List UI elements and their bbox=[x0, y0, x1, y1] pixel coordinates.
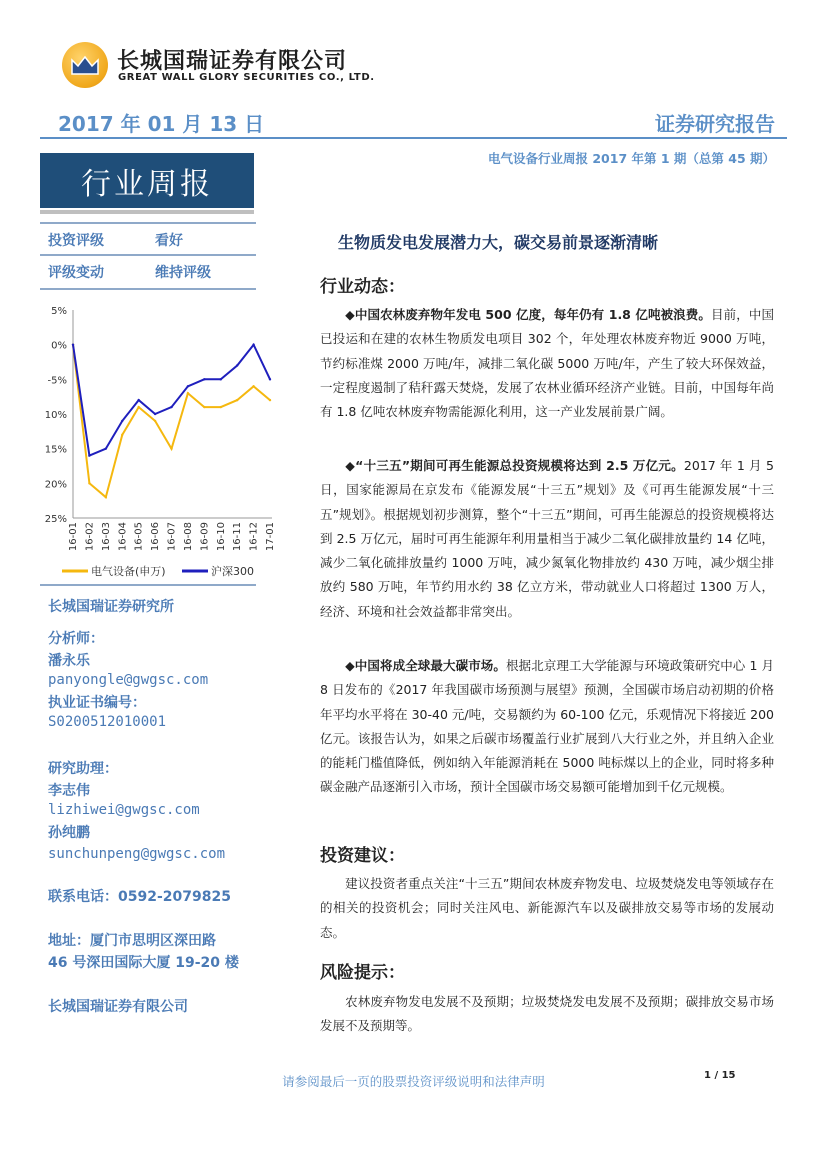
chart-data-point bbox=[220, 378, 222, 380]
chart-x-tick-label: 16-12 bbox=[248, 522, 260, 552]
page-number: 1 / 15 bbox=[704, 1070, 736, 1081]
recommendation-paragraph bbox=[320, 872, 774, 945]
chart-x-tick-label: 16-10 bbox=[215, 522, 227, 552]
chart-x-tick-label: 16-04 bbox=[117, 522, 129, 552]
chart-data-point bbox=[187, 392, 189, 394]
chart-x-tick-label: 16-09 bbox=[199, 522, 211, 552]
risk-text: 农林废弃物发电发展不及预期；垃圾焚烧发电发展不及预期；碳排放交易市场发展不及预期等。 bbox=[320, 994, 774, 1034]
chart-data-point bbox=[203, 378, 205, 380]
report-type: 证券研究报告 bbox=[655, 112, 775, 136]
research-institute: 长城国瑞证券研究所 bbox=[48, 599, 174, 615]
chart-series-line bbox=[73, 345, 270, 456]
company-name-en: GREAT WALL GLORY SECURITIES CO., LTD. bbox=[118, 72, 375, 83]
chart-data-point bbox=[252, 385, 254, 387]
section-heading: 风险提示： bbox=[320, 963, 405, 983]
assistant-name: 孙纯鹏 bbox=[48, 825, 90, 841]
chart-legend-label: 沪深300 bbox=[211, 565, 254, 578]
news-paragraph bbox=[320, 454, 774, 624]
banner-underline bbox=[40, 210, 254, 214]
chart-y-tick-label: 10% bbox=[44, 410, 67, 421]
chart-x-tick-label: 16-02 bbox=[84, 522, 96, 552]
chart-legend-label: 电气设备(申万) bbox=[91, 565, 166, 578]
news-headline: ◆“十三五”期间可再生能源总投资规模将达到 2.5 万亿元。 bbox=[345, 458, 684, 473]
weekly-report-banner bbox=[40, 153, 254, 208]
chart-data-point bbox=[105, 447, 107, 449]
performance-chart bbox=[40, 300, 276, 590]
chart-data-point bbox=[269, 378, 271, 380]
chart-series-line bbox=[73, 345, 270, 498]
chart-data-point bbox=[170, 406, 172, 408]
rating-value: 看好 bbox=[155, 233, 183, 249]
assistant-label: 研究助理： bbox=[48, 761, 118, 777]
weekly-report-label: 行业周报 bbox=[81, 166, 213, 202]
sidebar-divider bbox=[40, 254, 256, 256]
sidebar-divider bbox=[40, 288, 256, 290]
chart-x-tick-label: 16-07 bbox=[166, 522, 178, 552]
chart-data-point bbox=[88, 482, 90, 484]
footer-disclaimer[interactable]: 请参阅最后一页的股票投资评级说明和法律声明 bbox=[282, 1074, 545, 1089]
chart-x-tick-label: 16-08 bbox=[182, 522, 194, 552]
chart-y-tick-label: 20% bbox=[44, 479, 67, 491]
chart-y-tick-label: 0% bbox=[51, 340, 67, 352]
analyst-email[interactable]: panyongle@gwgsc.com bbox=[48, 672, 209, 688]
recommendation-text: 建议投资者重点关注“十三五”期间农林废弃物发电、垃圾焚烧发电等领域存在的相关的投资机会；同时关注风电、新能源汽车以及碳排放交易等市场的发展动态。 bbox=[320, 876, 774, 940]
chart-data-point bbox=[236, 399, 238, 401]
chart-y-tick-label: 15% bbox=[44, 444, 67, 456]
chart-data-point bbox=[72, 343, 74, 345]
section-heading: 行业动态： bbox=[320, 277, 405, 297]
cert-label: 执业证书编号： bbox=[48, 695, 146, 711]
news-body: 目前，中国已投运和在建的农林生物质发电项目 302 个，年处理农林废弃物近 9000 万吨，节约标准煤 2000 万吨/年，减排二氧化碳 5000 万吨/年，产生了较大环保效益，一定程度遏制了秸秆露天焚烧，发展了农林业循环经济产业链。目前，中国每年尚有 1.8 亿吨农林废弃物需能源化利用，这一产业发展前景广阔。 bbox=[320, 307, 774, 420]
chart-data-point bbox=[269, 399, 271, 401]
sidebar-divider bbox=[40, 222, 256, 224]
chart-y-tick-label: 5% bbox=[51, 306, 67, 317]
chart-data-point bbox=[88, 454, 90, 456]
chart-y-tick-label: 25% bbox=[44, 514, 67, 525]
address-line: 地址：厦门市思明区深田路 bbox=[48, 933, 216, 949]
chart-x-tick-label: 16-03 bbox=[100, 522, 112, 552]
risk-paragraph bbox=[320, 990, 774, 1039]
sidebar-divider bbox=[40, 584, 256, 586]
news-body: 根据北京理工大学能源与环境政策研究中心 1 月 8 日发布的《2017 年我国碳市场预测与展望》预测，全国碳市场启动初期的价格年平均水平将在 30-40 元/吨，交易额约为 60-100 亿元，乐观情况下将接近 200 亿元。该报告认为，如果之后碳市场覆盖行业扩展到八大行业之外，并且纳入企业的能耗门槛值降低，例如纳入年能源消耗在 5000 吨标煤以上的企业，同时将多种碳金融产品逐渐引入市场，预计全国碳市场交易额可能增加到千亿元规模。 bbox=[320, 658, 774, 795]
chart-data-point bbox=[220, 406, 222, 408]
section-heading: 投资建议： bbox=[320, 846, 405, 866]
chart-data-point bbox=[121, 420, 123, 422]
news-headline: ◆中国农林废弃物年发电 500 亿度，每年仍有 1.8 亿吨被浪费。 bbox=[345, 307, 712, 322]
contact-phone: 联系电话：0592-2079825 bbox=[48, 889, 231, 905]
chart-x-tick-label: 16-01 bbox=[68, 522, 79, 552]
company-logo bbox=[62, 42, 108, 88]
chart-data-point bbox=[170, 447, 172, 449]
chart-data-point bbox=[187, 385, 189, 387]
news-paragraph bbox=[320, 654, 774, 800]
address-line: 46 号深田国际大厦 19-20 楼 bbox=[48, 955, 239, 971]
assistant-name: 李志伟 bbox=[48, 783, 90, 799]
report-date: 2017 年 01 月 13 日 bbox=[58, 112, 265, 136]
chart-y-tick-label: -5% bbox=[47, 375, 67, 387]
chart-x-tick-label: 16-05 bbox=[133, 522, 145, 552]
cert-number: S0200512010001 bbox=[48, 714, 167, 730]
chart-x-tick-label: 17-01 bbox=[265, 522, 276, 552]
rating-change-value: 维持评级 bbox=[155, 265, 211, 281]
chart-data-point bbox=[121, 434, 123, 436]
analyst-name: 潘永乐 bbox=[48, 653, 90, 669]
assistant-email[interactable]: lizhiwei@gwgsc.com bbox=[48, 802, 200, 818]
assistant-email[interactable]: sunchunpeng@gwgsc.com bbox=[48, 846, 226, 862]
chart-x-tick-label: 16-11 bbox=[232, 522, 244, 552]
chart-data-point bbox=[236, 364, 238, 366]
chart-data-point bbox=[137, 406, 139, 408]
news-body: 2017 年 1 月 5 日，国家能源局在京发布《能源发展“十三五”规划》及《可再生能源发展“十三五”规划》。根据规划初步测算，整个“十三五”期间，可再生能源总的投资规模将达到 2.5 万亿元，届时可再生能源年利用量相当于减少二氧化碳排放量约 14 亿吨，减少二氧化硫排放量约 1000 万吨，减少氮氧化物排放约 430 万吨，减少烟尘排放约 580 万吨，年节约用水约 38 亿立方米，带动就业人口将超过 1300 万人，经济、环境和社会效益都非常突出。 bbox=[320, 458, 774, 619]
chart-data-point bbox=[154, 420, 156, 422]
chart-data-point bbox=[252, 343, 254, 345]
header-divider bbox=[40, 137, 787, 139]
issue-title: 电气设备行业周报 2017 年第 1 期（总第 45 期） bbox=[488, 151, 775, 166]
rating-change-label: 评级变动 bbox=[48, 265, 104, 281]
news-headline: ◆中国将成全球最大碳市场。 bbox=[345, 658, 507, 673]
chart-x-tick-label: 16-06 bbox=[150, 522, 162, 552]
rating-label: 投资评级 bbox=[48, 233, 104, 249]
headline: 生物质发电发展潜力大，碳交易前景逐渐清晰 bbox=[338, 233, 659, 252]
sidebar-company: 长城国瑞证券有限公司 bbox=[48, 999, 188, 1015]
chart-data-point bbox=[137, 399, 139, 401]
chart-data-point bbox=[203, 406, 205, 408]
news-paragraph bbox=[320, 303, 774, 424]
chart-data-point bbox=[154, 413, 156, 415]
logo-mark-icon bbox=[70, 54, 100, 76]
analyst-label: 分析师： bbox=[48, 631, 104, 647]
chart-data-point bbox=[105, 496, 107, 498]
company-name-cn: 长城国瑞证券有限公司 bbox=[117, 49, 348, 74]
